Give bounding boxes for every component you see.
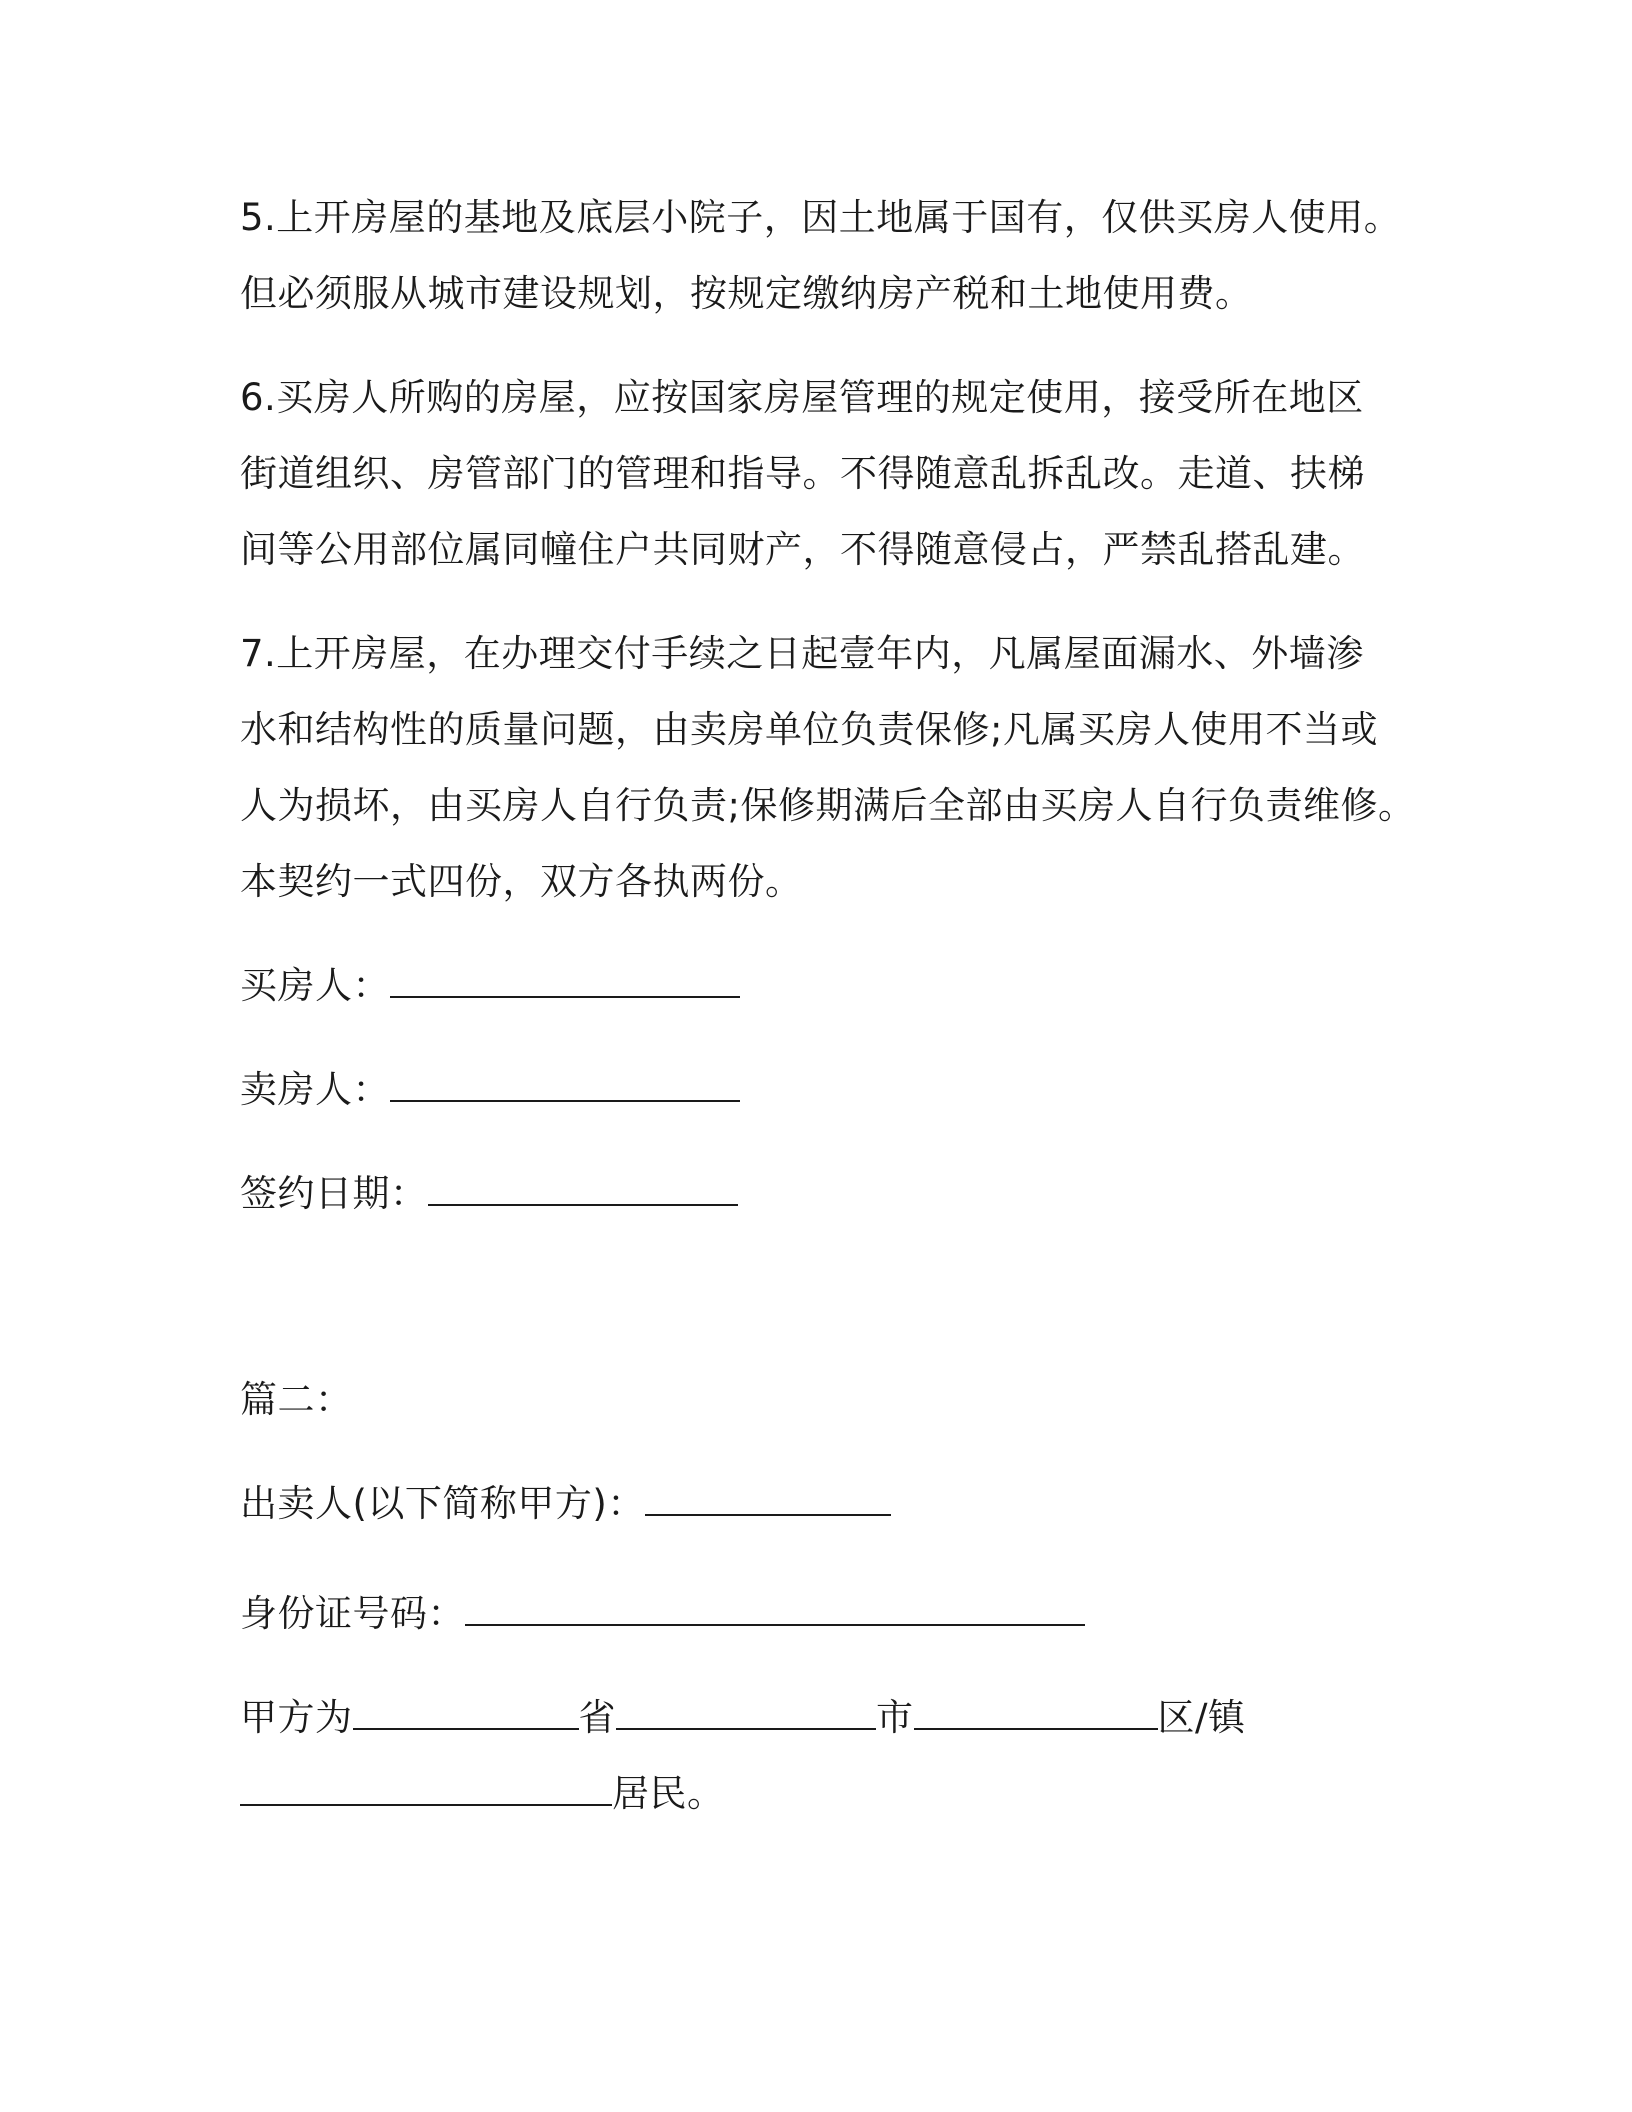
clause-7-line-3: 人为损坏，由买房人自行负责;保修期满后全部由买房人自行负责维修。 xyxy=(240,784,1416,827)
clause-7-line-2: 水和结构性的质量问题，由卖房单位负责保修;凡属买房人使用不当或 xyxy=(240,708,1378,751)
address-blank xyxy=(240,1772,612,1806)
seller-signature-line xyxy=(240,1066,740,1114)
district-label: 区/镇 xyxy=(1157,1696,1246,1739)
part-2-heading: 篇二： xyxy=(240,1378,353,1421)
district-blank xyxy=(914,1696,1158,1730)
province-blank xyxy=(353,1696,579,1730)
resident-label: 居民。 xyxy=(612,1772,725,1815)
seller-label: 卖房人： xyxy=(240,1068,390,1111)
residence-line xyxy=(240,1694,1245,1742)
clause-5-line-2: 但必须服从城市建设规划，按规定缴纳房产税和土地使用费。 xyxy=(240,272,1253,315)
city-label: 市 xyxy=(876,1696,914,1739)
seller-blank xyxy=(390,1068,740,1102)
date-line xyxy=(240,1170,738,1218)
buyer-blank xyxy=(390,964,740,998)
id-number-blank xyxy=(465,1592,1085,1626)
resident-line xyxy=(240,1770,725,1818)
residence-prefix: 甲方为 xyxy=(240,1696,353,1739)
province-label: 省 xyxy=(578,1696,616,1739)
clause-7-line-1: 7.上开房屋，在办理交付手续之日起壹年内，凡属屋面漏水、外墙渗 xyxy=(240,632,1364,675)
clause-6-line-3: 间等公用部位属同幢住户共同财产，不得随意侵占，严禁乱搭乱建。 xyxy=(240,528,1365,571)
id-number-line xyxy=(240,1590,1085,1638)
clause-6-line-2: 街道组织、房管部门的管理和指导。不得随意乱拆乱改。走道、扶梯 xyxy=(240,452,1365,495)
copies-statement: 本契约一式四份，双方各执两份。 xyxy=(240,860,803,903)
city-blank xyxy=(616,1696,876,1730)
buyer-label: 买房人： xyxy=(240,964,390,1007)
party-a-line xyxy=(240,1480,891,1528)
date-label: 签约日期： xyxy=(240,1172,428,1215)
clause-5-line-1: 5.上开房屋的基地及底层小院子，因土地属于国有，仅供买房人使用。 xyxy=(240,196,1402,239)
clause-6-line-1: 6.买房人所购的房屋，应按国家房屋管理的规定使用，接受所在地区 xyxy=(240,376,1364,419)
party-a-blank xyxy=(645,1482,891,1516)
buyer-signature-line xyxy=(240,962,740,1010)
party-a-label: 出卖人(以下简称甲方)： xyxy=(240,1482,645,1525)
id-number-label: 身份证号码： xyxy=(240,1592,465,1635)
date-blank xyxy=(428,1172,738,1206)
